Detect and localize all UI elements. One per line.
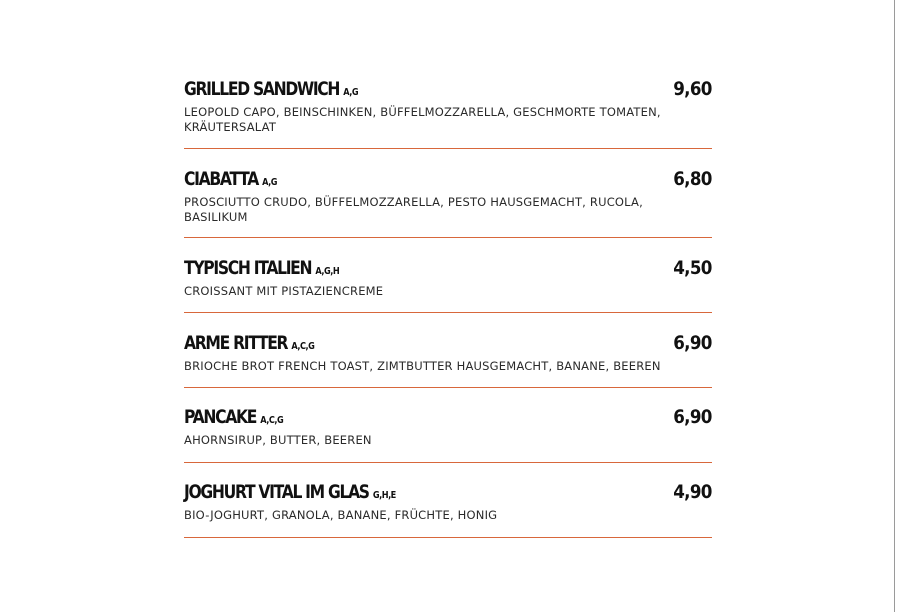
menu-item-name (184, 168, 277, 190)
menu-item-price: 6,90 (673, 406, 712, 428)
menu-divider (184, 387, 712, 388)
menu-item-title: ARME RITTER (184, 332, 288, 354)
menu-item-title: CIABATTA (184, 168, 258, 190)
menu-item-price: 4,90 (673, 481, 712, 503)
menu-item-name (184, 332, 314, 354)
menu-divider (184, 312, 712, 313)
menu-divider (184, 462, 712, 463)
allergen-codes: G,H,E (372, 490, 396, 501)
menu-item-grilled-sandwich (184, 78, 712, 135)
menu-item-name (184, 481, 396, 503)
menu-item-price: 9,60 (673, 78, 712, 100)
menu-item-description: BRIOCHE BROT FRENCH TOAST, ZIMTBUTTER HAUSGEMACHT, BANANE, BEEREN (184, 359, 661, 373)
menu-item-arme-ritter (184, 332, 712, 374)
menu-item-ciabatta (184, 168, 712, 225)
menu-item-header (184, 481, 712, 507)
menu-item-description: CROISSANT MIT PISTAZIENCREME (184, 284, 384, 298)
menu-item-header (184, 168, 712, 194)
page-edge-line (894, 0, 895, 612)
allergen-codes: A,G (343, 87, 359, 98)
menu-divider (184, 148, 712, 149)
menu-item-typisch-italien (184, 257, 712, 299)
menu-item-description: BIO-JOGHURT, GRANOLA, BANANE, FRÜCHTE, HONIG (184, 508, 498, 522)
menu-divider (184, 237, 712, 238)
menu-item-price: 6,80 (673, 168, 712, 190)
menu-item-title: PANCAKE (184, 406, 257, 428)
menu-item-header (184, 406, 712, 432)
menu-item-description: LEOPOLD CAPO, BEINSCHINKEN, BÜFFELMOZZARELLA, GESCHMORTE TOMATEN, KRÄUTERSALAT (184, 105, 661, 134)
menu-divider (184, 537, 712, 538)
menu-item-header (184, 257, 712, 283)
menu-item-title: JOGHURT VITAL IM GLAS (184, 481, 369, 503)
allergen-codes: A,G,H (315, 266, 340, 277)
menu-item-title: GRILLED SANDWICH (184, 78, 340, 100)
menu-item-title: TYPISCH ITALIEN (184, 257, 312, 279)
menu-item-price: 6,90 (673, 332, 712, 354)
menu-item-name (184, 406, 283, 428)
menu-item-description: AHORNSIRUP, BUTTER, BEEREN (184, 433, 372, 447)
menu-item-pancake (184, 406, 712, 448)
menu-item-name (184, 257, 339, 279)
menu-item-header (184, 332, 712, 358)
menu-item-description: PROSCIUTTO CRUDO, BÜFFELMOZZARELLA, PESTO HAUSGEMACHT, RUCOLA, BASILIKUM (184, 195, 643, 224)
menu-item-joghurt-vital (184, 481, 712, 523)
allergen-codes: A,C,G (260, 415, 284, 426)
menu-item-header (184, 78, 712, 104)
menu-item-name (184, 78, 358, 100)
menu-item-price: 4,50 (673, 257, 712, 279)
allergen-codes: A,G (262, 177, 277, 188)
allergen-codes: A,C,G (291, 341, 315, 352)
